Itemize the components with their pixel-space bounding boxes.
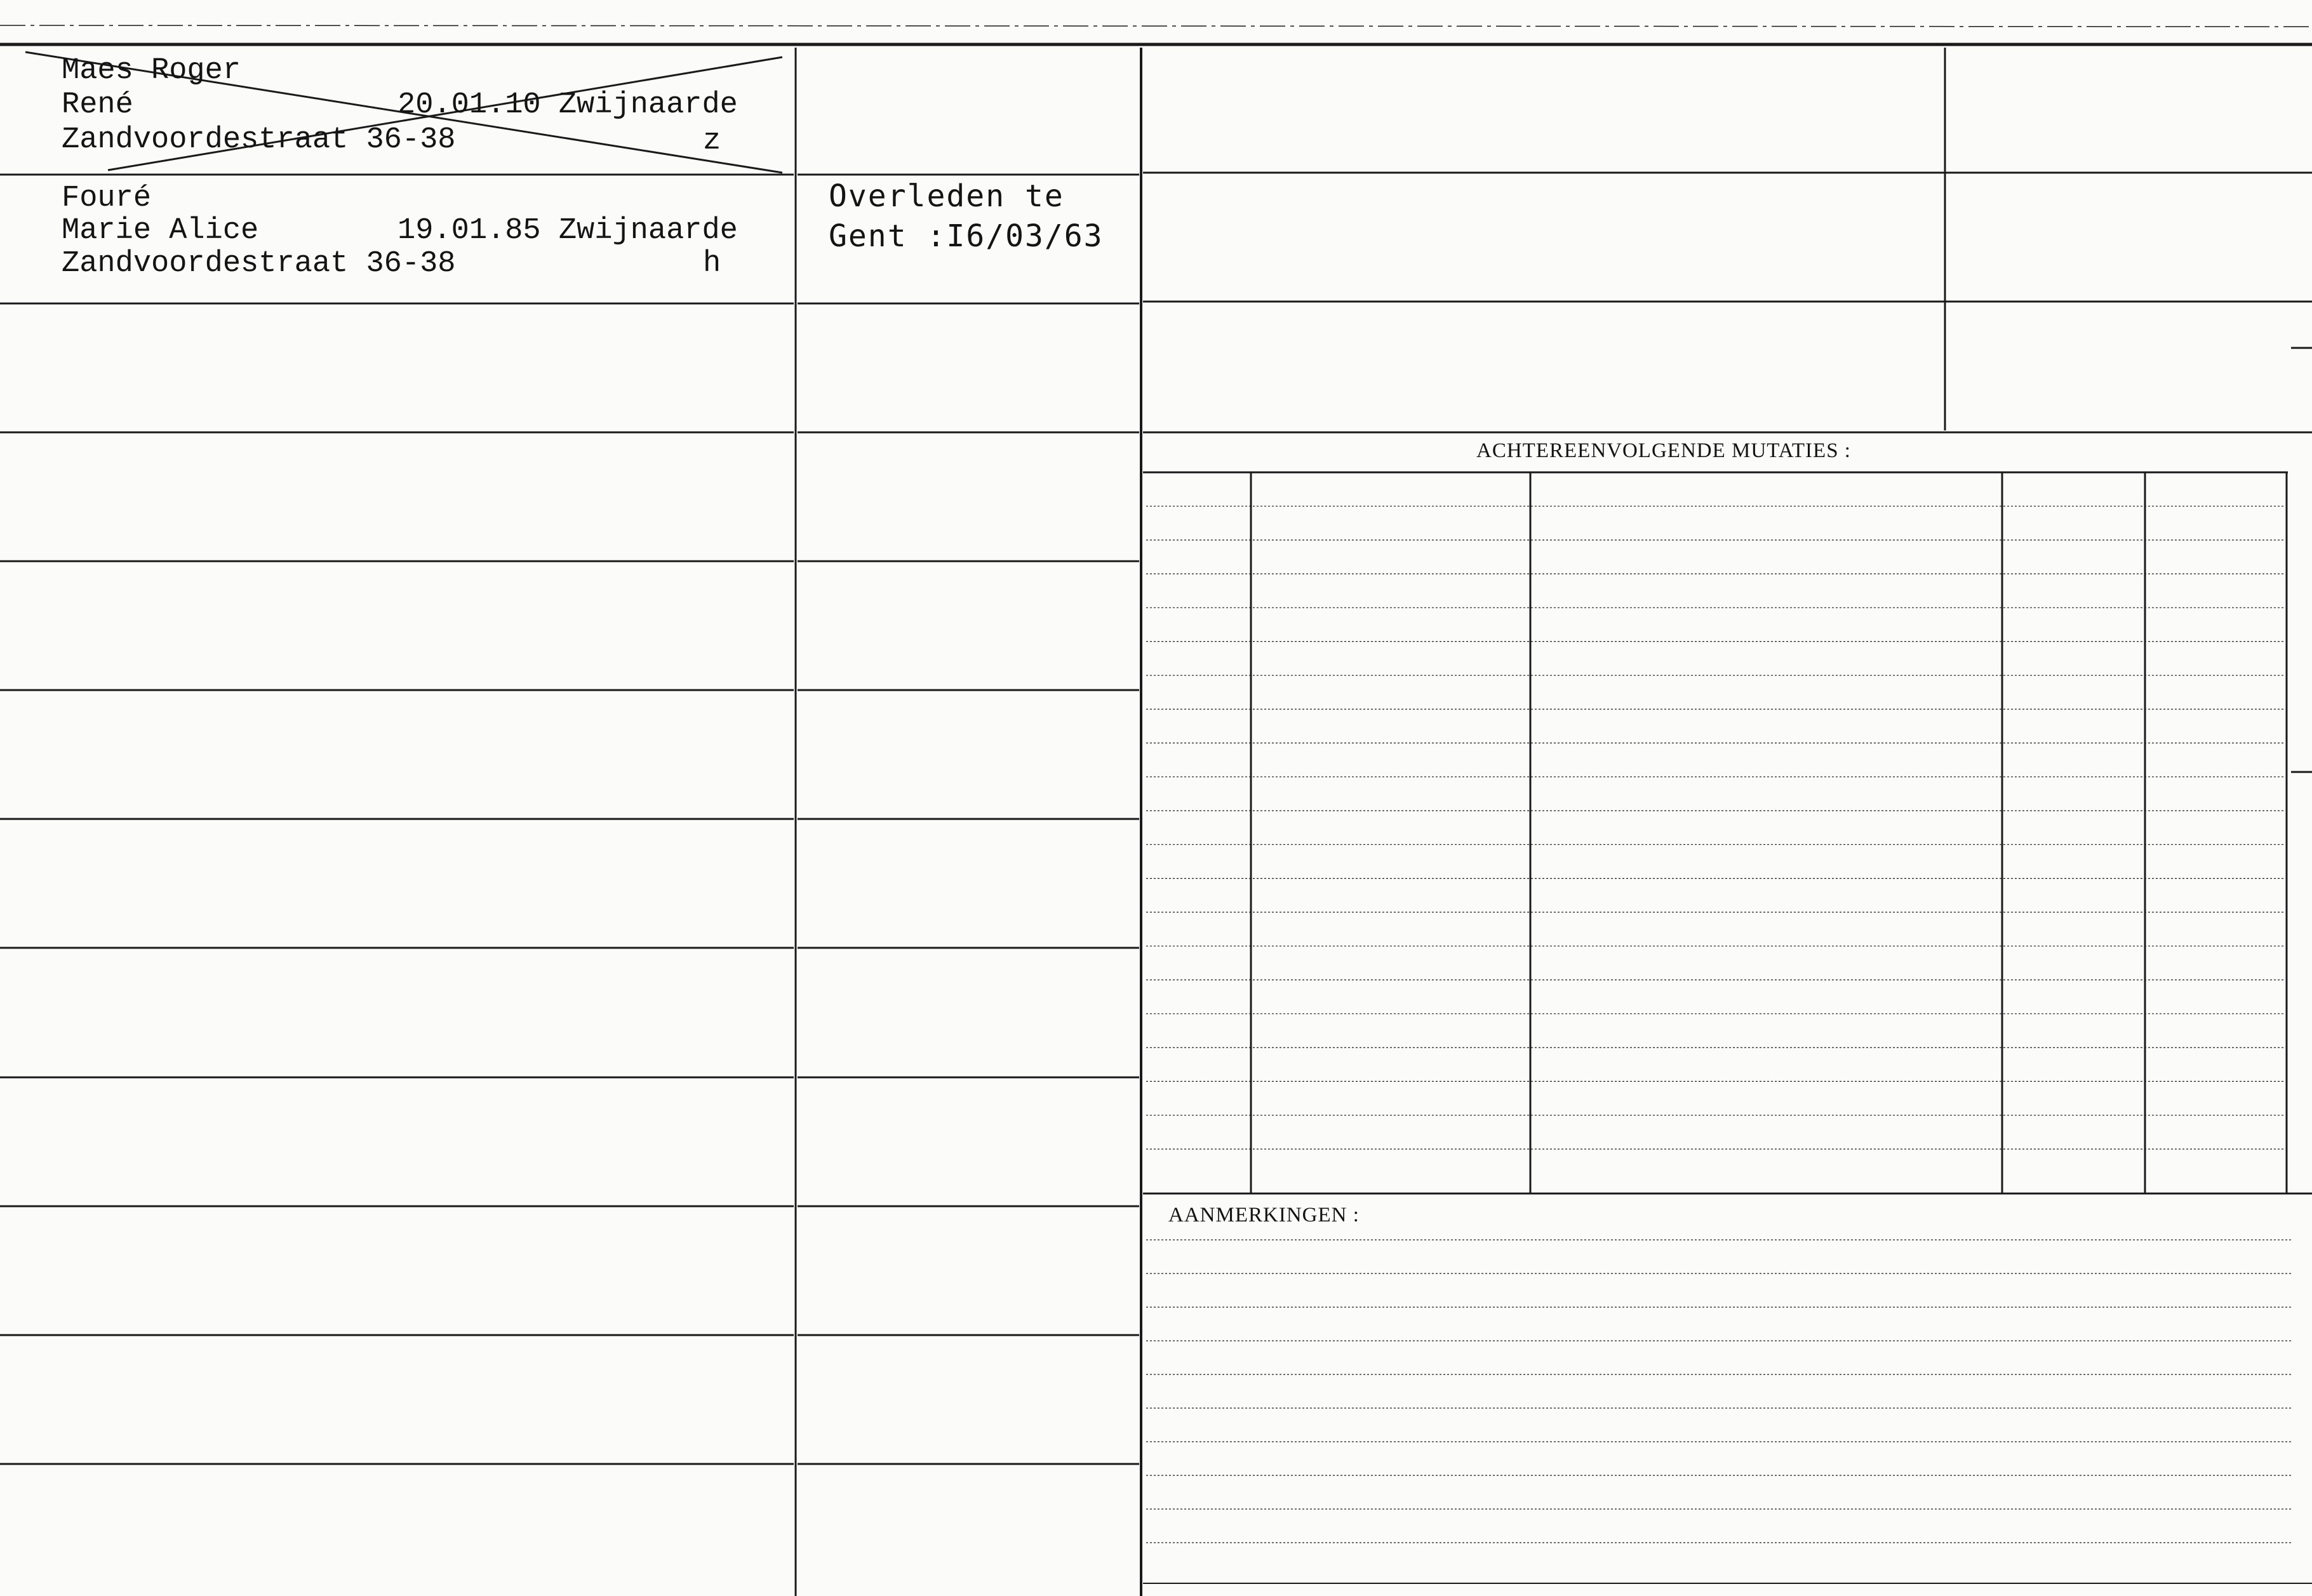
top-edge-line [0,25,2312,27]
entry-2-birth: 19.01.85 Zwijnaarde [398,214,738,248]
death-note-line-2: Gent :I6/03/63 [829,218,1104,254]
remarks-heading: AANMERKINGEN : [1168,1204,1360,1227]
entry-2-surname: Fouré [62,182,152,215]
entry-1-first-names: René [62,88,133,122]
entry-1-code: z [703,124,721,158]
entry-1-surname: Maes Roger [62,54,241,88]
entry-2-code: h [703,247,721,281]
entry-1-birth: 20.01.10 Zwijnaarde [398,88,738,122]
mutations-heading: ACHTEREENVOLGENDE MUTATIES : [1476,439,1851,462]
entry-2-first-names: Marie Alice [62,214,259,248]
entry-1-address: Zandvoordestraat 36-38 [62,123,456,157]
death-note-line-1: Overleden te [829,178,1064,214]
entry-2-address: Zandvoordestraat 36-38 [62,247,456,281]
